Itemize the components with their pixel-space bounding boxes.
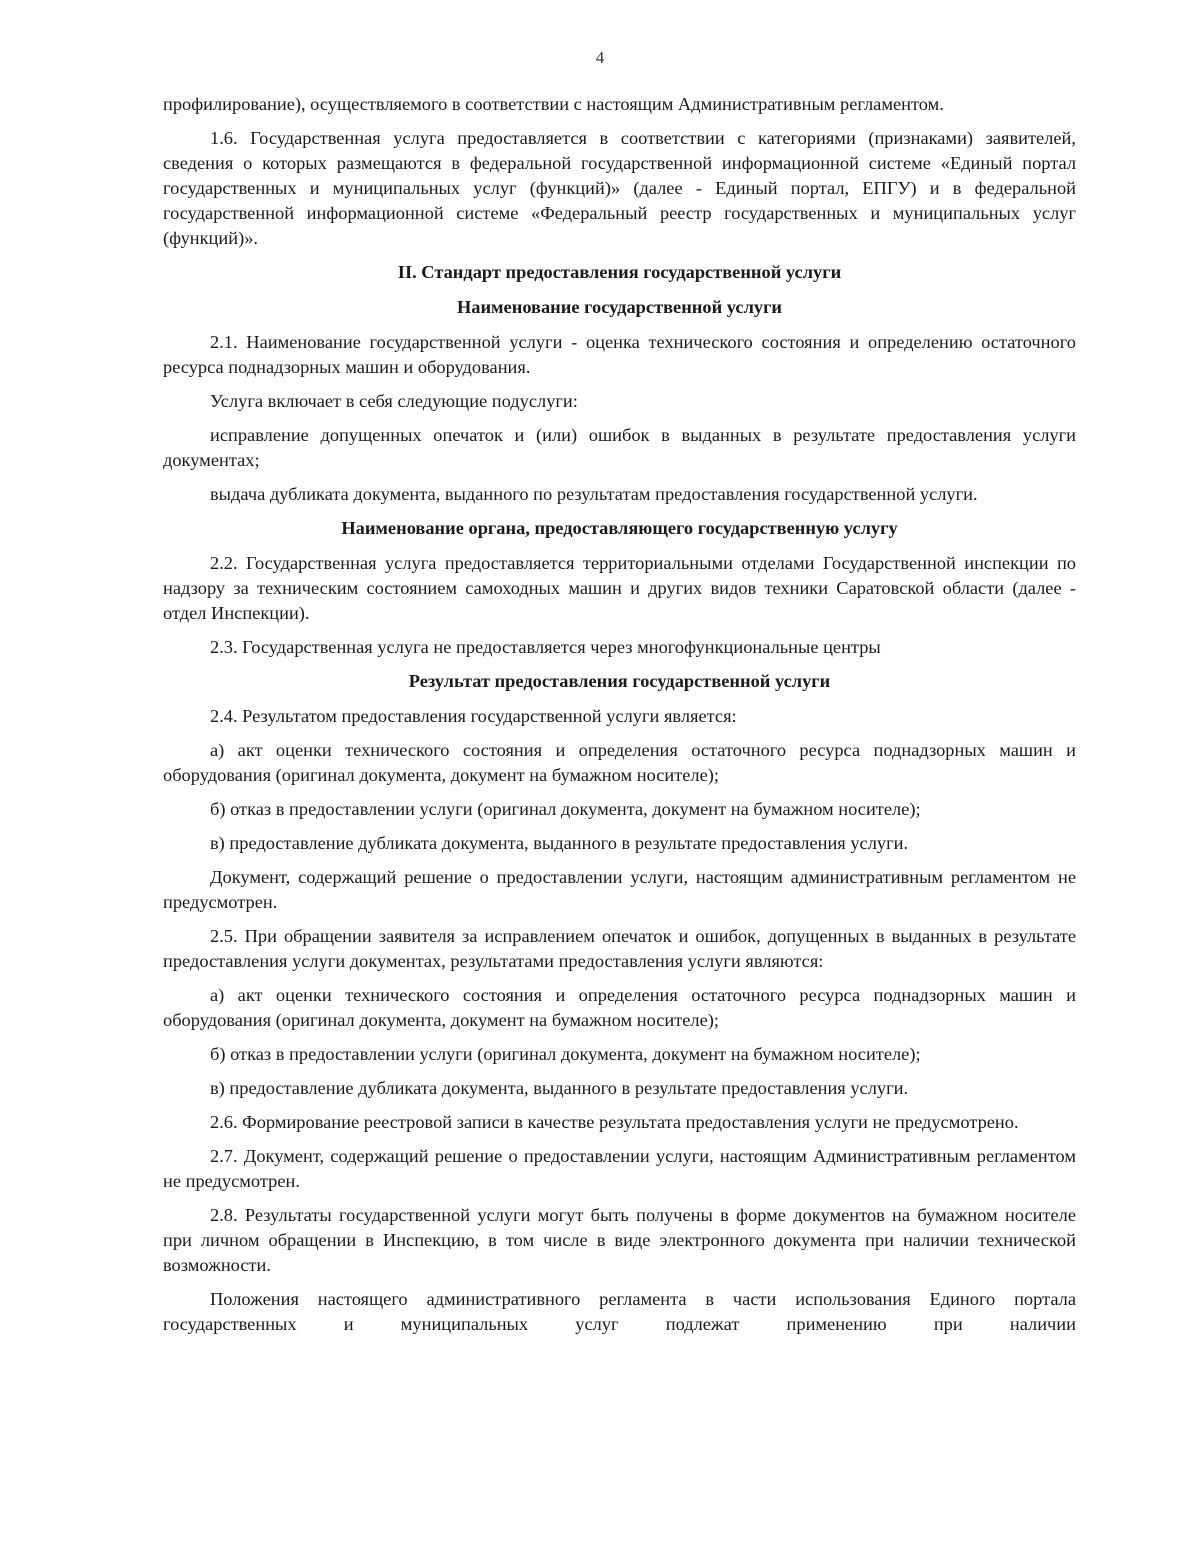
paragraph-2-4: 2.4. Результатом предоставления государственной услуги является: — [210, 706, 737, 726]
paragraph-document-note: Документ, содержащий решение о предоставлении услуги, настоящим административным регламентом не предусмотрен. — [163, 867, 1076, 912]
paragraph-1-6: 1.6. Государственная услуга предоставляется в соответствии с категориями (признаками) заявителей, сведения о которых размещаются в федеральной государственной информационной системе «Единый портал государственных и муниципальных услуг (функций)» (далее - Единый портал, ЕПГУ) и в федеральной государственной информационной системе «Федеральный реестр государственных и муниципальных услуг (функций)». — [163, 128, 1076, 248]
paragraph-2-4-c: в) предоставление дубликата документа, выданного в результате предоставления услуги. — [210, 833, 909, 853]
paragraph-subservice-duplicate: выдача дубликата документа, выданного по результатам предоставления государственной услуги. — [210, 484, 978, 504]
subheading-result: Результат предоставления государственной услуги — [408, 671, 831, 691]
paragraph-2-5-b: б) отказ в предоставлении услуги (оригинал документа, документ на бумажном носителе); — [210, 1044, 921, 1064]
page-number: 4 — [595, 48, 605, 67]
paragraph-portal-provisions: Положения настоящего административного регламента в части использования Единого портала государственных и муниципальных услуг подлежат применению при наличии — [163, 1289, 1076, 1334]
document-body — [163, 92, 1076, 1346]
paragraph-2-3: 2.3. Государственная услуга не предоставляется через многофункциональные центры — [210, 637, 881, 657]
paragraph-2-5-a: а) акт оценки технического состояния и определения остаточного ресурса поднадзорных машин и оборудования (оригинал документа, документ на бумажном носителе); — [163, 985, 1076, 1030]
subheading-organ: Наименование органа, предоставляющего государственную услугу — [341, 518, 898, 538]
paragraph-2-1: 2.1. Наименование государственной услуги - оценка технического состояния и определению остаточного ресурса поднадзорных машин и оборудования. — [163, 332, 1076, 377]
paragraph-2-4-a: а) акт оценки технического состояния и определения остаточного ресурса поднадзорных машин и оборудования (оригинал документа, документ на бумажном носителе); — [163, 740, 1076, 785]
section-heading-ii: II. Стандарт предоставления государственной услуги — [397, 262, 842, 282]
paragraph-2-2: 2.2. Государственная услуга предоставляется территориальными отделами Государственной инспекции по надзору за техническим состоянием самоходных машин и других видов техники Саратовской области (далее - отдел Инспекции). — [163, 553, 1076, 623]
paragraph-continuation: профилирование), осуществляемого в соответствии с настоящим Административным регламентом. — [163, 94, 944, 114]
paragraph-2-8: 2.8. Результаты государственной услуги могут быть получены в форме документов на бумажном носителе при личном обращении в Инспекцию, в том числе в виде электронного документа при наличии технической возможности. — [163, 1205, 1076, 1275]
paragraph-2-7: 2.7. Документ, содержащий решение о предоставлении услуги, настоящим Административным регламентом не предусмотрен. — [163, 1146, 1076, 1191]
paragraph-2-5-c: в) предоставление дубликата документа, выданного в результате предоставления услуги. — [210, 1078, 909, 1098]
subheading-service-name: Наименование государственной услуги — [456, 297, 783, 317]
paragraph-2-5: 2.5. При обращении заявителя за исправлением опечаток и ошибок, допущенных в выданных в результате предоставления услуги документах, результатами предоставления услуги являются: — [163, 926, 1076, 971]
paragraph-2-6: 2.6. Формирование реестровой записи в качестве результата предоставления услуги не предусмотрено. — [210, 1112, 1019, 1132]
paragraph-subservice-fix: исправление допущенных опечаток и (или) ошибок в выданных в результате предоставления услуги документах; — [163, 425, 1076, 470]
paragraph-2-4-b: б) отказ в предоставлении услуги (оригинал документа, документ на бумажном носителе); — [210, 799, 921, 819]
paragraph-subservices-intro: Услуга включает в себя следующие подуслуги: — [210, 391, 578, 411]
